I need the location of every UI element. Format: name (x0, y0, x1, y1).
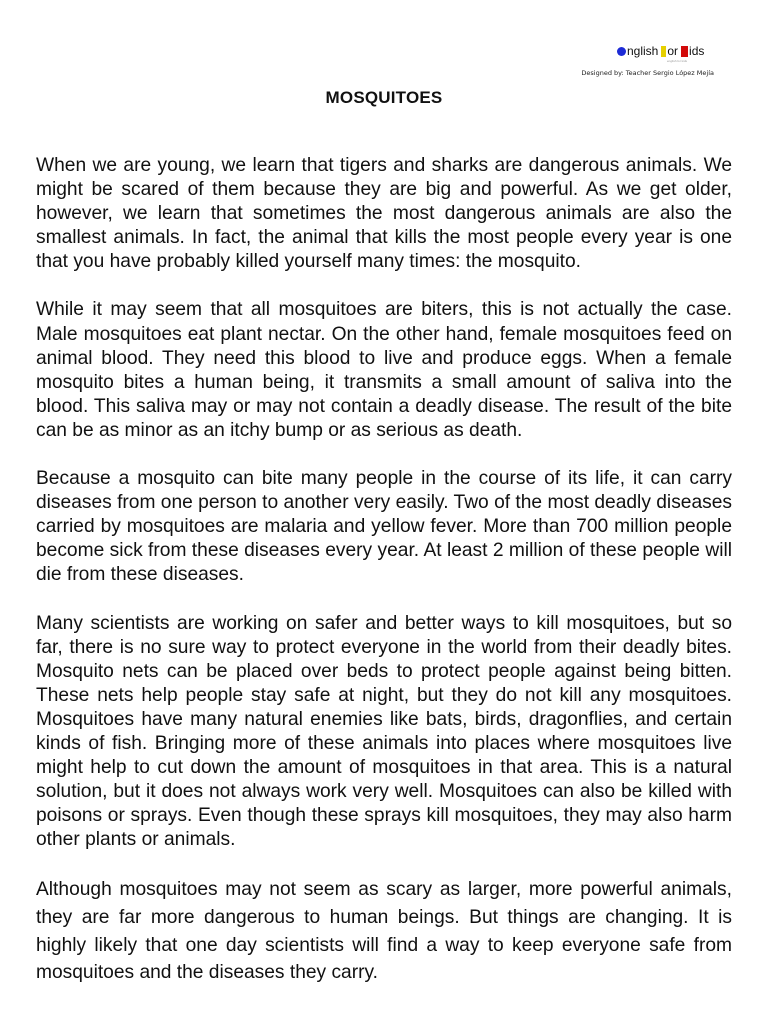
logo-text-english: nglish (627, 44, 659, 58)
paragraph-2: While it may seem that all mosquitoes are biters, this is not actually the case. Male mosquitoes eat plant nectar. On the other hand, female mosquitoes feed on animal blood. They need this blood to live and produce eggs. When a female mosquito bites a human being, it transmits a small amount of saliva into the blood. This saliva may or may not contain a deadly disease. The result of the bite can be as minor as an itchy bump or as serious as death. (36, 299, 732, 441)
paragraph-5: Although mosquitoes may not seem as scary as larger, more powerful animals, they are far more dangerous to human beings. But things are changing. It is highly likely that one day scientists will find a way to keep everyone safe from mosquitoes and the diseases they carry. (36, 879, 732, 984)
logo-yellow-block-icon (661, 46, 666, 57)
english-for-kids-logo (617, 44, 727, 84)
logo-text-kids: ids (689, 44, 705, 58)
logo-wordmark (617, 44, 727, 58)
paragraph-1: When we are young, we learn that tigers and sharks are dangerous animals. We might be scared of them because they are big and powerful. As we get older, however, we learn that sometimes the most dangerous animals are also the smallest animals. In fact, the animal that kills the most people every year is one that you have probably killed yourself many times: the mosquito. (36, 155, 732, 273)
logo-text-for: or (667, 44, 679, 58)
paragraph-3: Because a mosquito can bite many people in the course of its life, it can carry diseases from one person to another very easily. Two of the most deadly diseases carried by mosquitoes are malaria and yellow fever. More than 700 million people become sick from these diseases every year. At least 2 million of these people will die from these diseases. (36, 468, 732, 586)
article-body (36, 154, 732, 1011)
logo-blue-circle-icon (617, 47, 626, 56)
logo-tagline: english for kids (667, 59, 688, 63)
page-title: MOSQUITOES (325, 88, 443, 107)
logo-red-block-icon (681, 46, 688, 57)
paragraph-4: Many scientists are working on safer and better ways to kill mosquitoes, but so far, there is no sure way to protect everyone in the world from their deadly bites. Mosquito nets can be placed over beds to protect people against being bitten. These nets help people stay safe at night, but they do not kill any mosquitoes. Mosquitoes have many natural enemies like bats, birds, dragonflies, and certain kinds of fish. Bringing more of these animals into places where mosquitoes live might help to cut down the amount of mosquitoes in that area. This is a natural solution, but it does not always work very well. Mosquitoes can also be killed with poisons or sprays. Even though these sprays kill mosquitoes, they may also harm other plants or animals. (36, 612, 732, 851)
designer-credit: Designed by: Teacher Sergio López Mejía (581, 69, 714, 77)
